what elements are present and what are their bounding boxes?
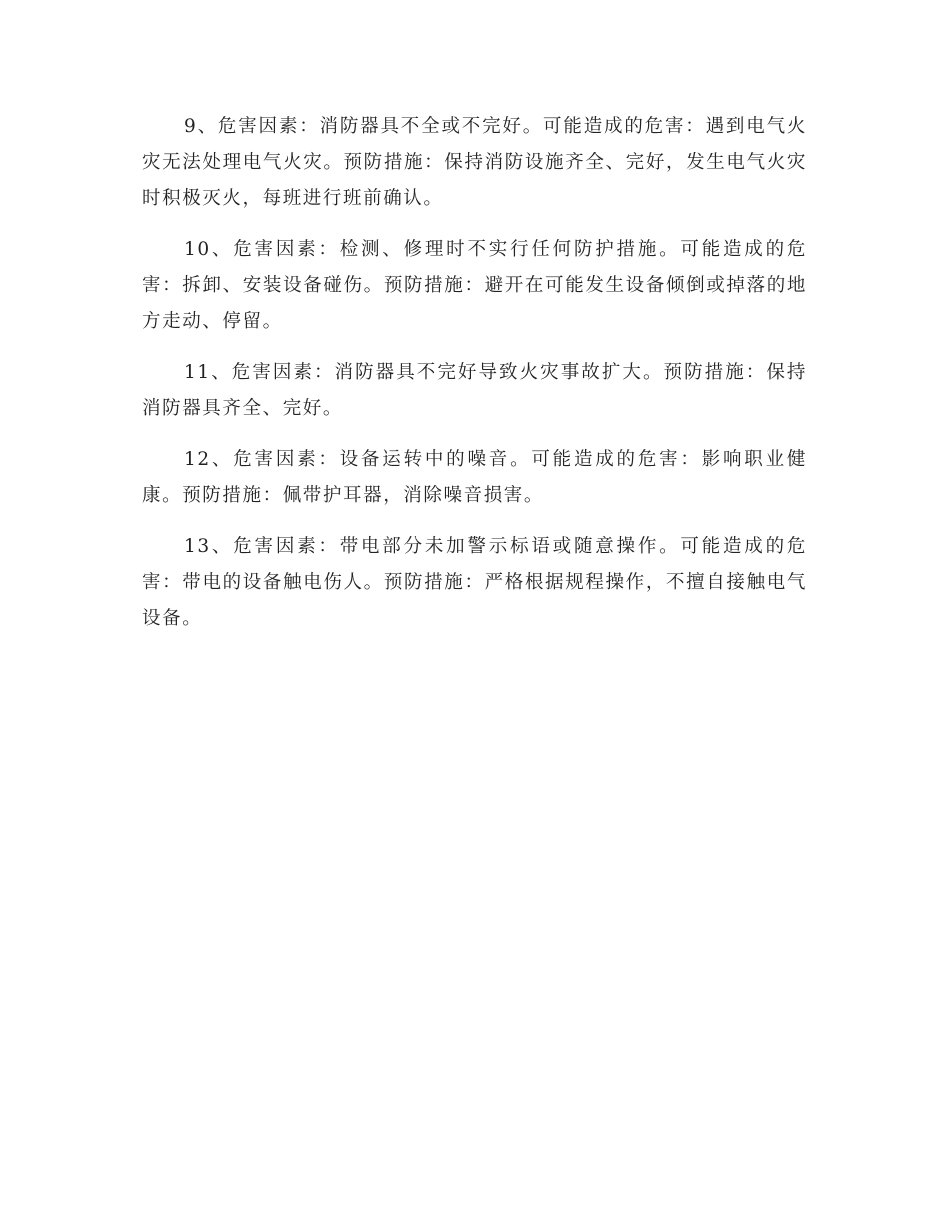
paragraph-hazard-9: 9、危害因素：消防器具不全或不完好。可能造成的危害：遇到电气火灾无法处理电气火灾。预防措施：保持消防设施齐全、完好，发生电气火灾时积极灭火，每班进行班前确认。: [142, 116, 807, 209]
paragraph-hazard-13: 13、危害因素：带电部分未加警示标语或随意操作。可能造成的危害：带电的设备触电伤人。预防措施：严格根据规程操作，不擅自接触电气设备。: [142, 536, 807, 629]
paragraph-hazard-12: 12、危害因素：设备运转中的噪音。可能造成的危害：影响职业健康。预防措施：佩带护耳器，消除噪音损害。: [142, 449, 807, 506]
paragraph-hazard-11: 11、危害因素：消防器具不完好导致火灾事故扩大。预防措施：保持消防器具齐全、完好。: [142, 362, 807, 419]
document-page: [142, 109, 807, 652]
paragraph-hazard-10: 10、危害因素：检测、修理时不实行任何防护措施。可能造成的危害：拆卸、安装设备碰伤。预防措施：避开在可能发生设备倾倒或掉落的地方走动、停留。: [142, 239, 807, 332]
